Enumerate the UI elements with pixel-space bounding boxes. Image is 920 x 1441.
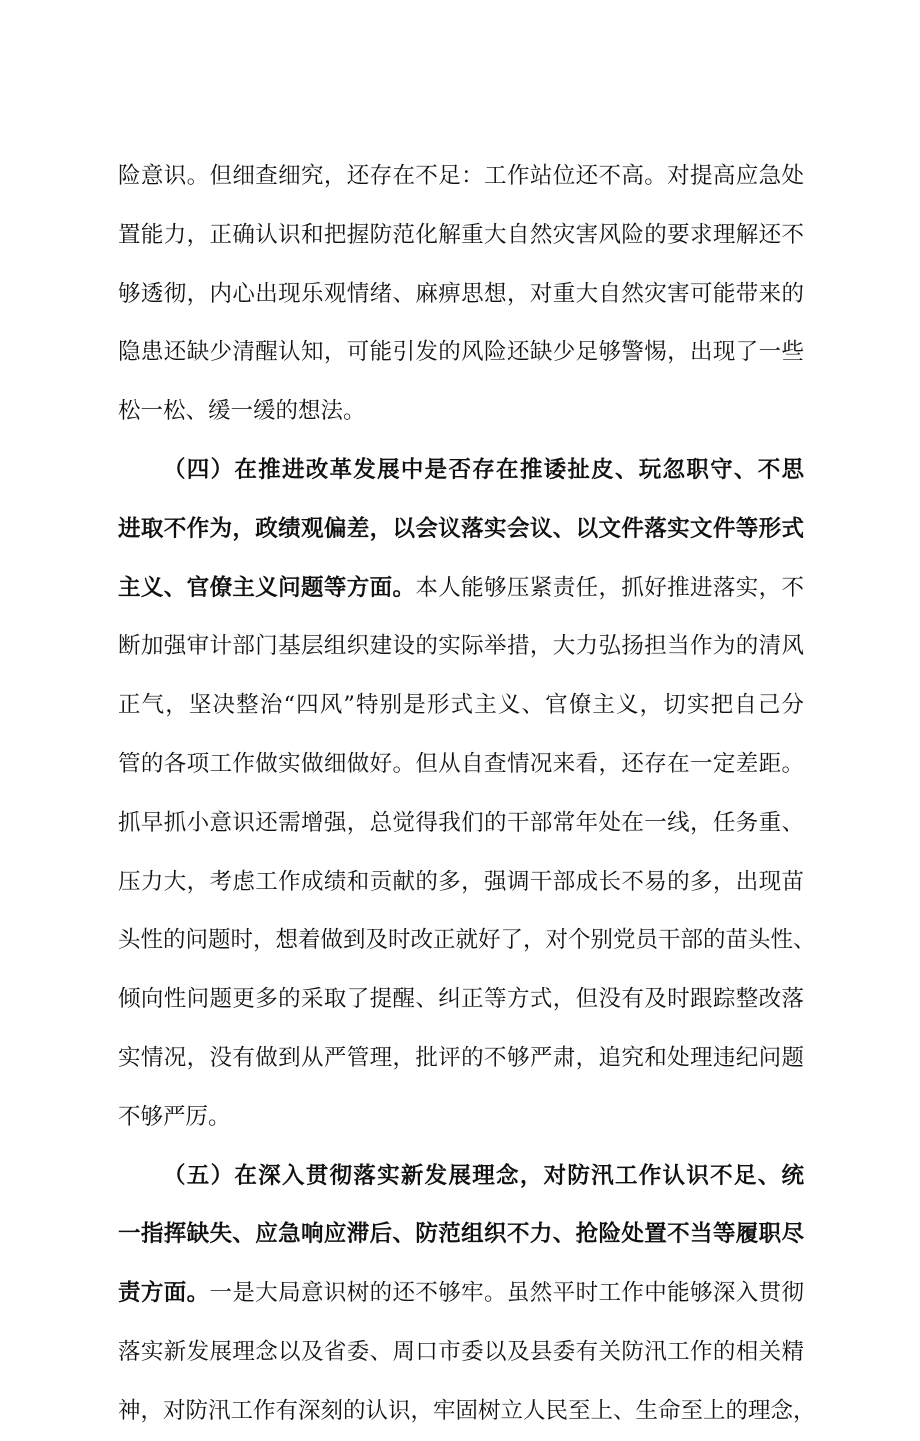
text-line — [118, 794, 804, 853]
body-text: 实情况，没有做到从严管理，批评的不够严肃，追究和处理违纪问题 — [118, 1044, 804, 1071]
body-text: 抓早抓小意识还需增强，总觉得我们的干部常年处在一线，任务重、 — [118, 809, 804, 836]
bold-heading-text: 责方面。 — [118, 1280, 210, 1307]
body-text: 险意识。但细查细究，还存在不足：工作站位还不高。对提高应急处 — [118, 163, 804, 189]
text-line — [118, 1323, 804, 1382]
bold-heading-text: （四）在推进改革发展中是否存在推诿扯皮、玩忽职守、不思 — [163, 456, 804, 483]
text-line — [118, 559, 804, 618]
body-text: 不够严厉。 — [118, 1103, 231, 1130]
document-body — [118, 147, 816, 1441]
text-line — [118, 1205, 804, 1264]
text-line — [118, 617, 804, 676]
body-text: 头性的问题时，想着做到及时改正就好了，对个别党员干部的苗头性、 — [118, 927, 816, 954]
text-line — [118, 735, 804, 794]
text-line — [118, 265, 804, 324]
text-line — [118, 382, 804, 441]
body-text: 置能力，正确认识和把握防范化解重大自然灾害风险的要求理解还不 — [118, 221, 804, 248]
text-line — [118, 853, 804, 912]
bold-heading-text: （五）在深入贯彻落实新发展理念，对防汛工作认识不足、统 — [163, 1162, 804, 1189]
text-line — [118, 206, 804, 265]
body-text: 压力大，考虑工作成绩和贡献的多，强调干部成长不易的多，出现苗 — [118, 868, 804, 895]
bold-heading-text: 一指挥缺失、应急响应滞后、防范组织不力、抢险处置不当等履职尽 — [118, 1221, 804, 1248]
bold-heading-text: 主义、官僚主义问题等方面。 — [118, 574, 416, 601]
text-line — [118, 323, 804, 382]
text-line — [118, 1264, 804, 1323]
body-text: 神，对防汛工作有深刻的认识，牢固树立人民至上、生命至上的理念， — [118, 1397, 816, 1424]
body-text: 倾向性问题更多的采取了提醒、纠正等方式，但没有及时跟踪整改落 — [118, 986, 804, 1013]
text-line — [118, 500, 804, 559]
body-text: 够透彻，内心出现乐观情绪、麻痹思想，对重大自然灾害可能带来的 — [118, 280, 804, 307]
text-line — [118, 911, 816, 970]
text-line — [118, 1088, 804, 1147]
text-line — [118, 147, 804, 206]
body-text: 松一松、缓一缓的想法。 — [118, 398, 366, 425]
text-line — [118, 1029, 804, 1088]
text-line — [118, 676, 804, 735]
body-text: 断加强审计部门基层组织建设的实际举措，大力弘扬担当作为的清风 — [118, 633, 804, 660]
body-text: 隐患还缺少清醒认知，可能引发的风险还缺少足够警惕，出现了一些 — [118, 339, 804, 366]
body-text: 落实新发展理念以及省委、周口市委以及县委有关防汛工作的相关精 — [118, 1338, 804, 1365]
body-text: 正气，坚决整治“四风”特别是形式主义、官僚主义，切实把自己分 — [118, 692, 804, 719]
text-line — [118, 1382, 816, 1441]
body-text: 一是大局意识树的还不够牢。虽然平时工作中能够深入贯彻 — [209, 1280, 804, 1307]
bold-heading-text: 进取不作为，政绩观偏差，以会议落实会议、以文件落实文件等形式 — [118, 515, 804, 542]
text-line — [118, 970, 804, 1029]
text-line — [118, 441, 804, 500]
text-line — [118, 1147, 804, 1206]
body-text: 本人能够压紧责任，抓好推进落实，不 — [415, 574, 804, 601]
body-text: 管的各项工作做实做细做好。但从自查情况来看，还存在一定差距。 — [118, 750, 804, 777]
